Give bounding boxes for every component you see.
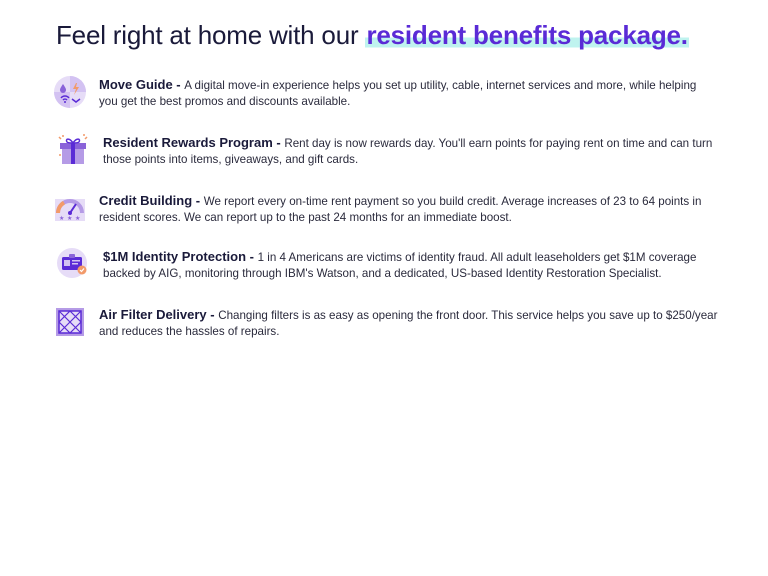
svg-text:★: ★ (67, 215, 73, 222)
svg-text:★: ★ (75, 215, 81, 222)
benefit-description: A digital move-in experience helps you set up utility, cable, internet services and more, while helping you get the best promos and discounts available. (99, 79, 697, 108)
headline-lead: Feel right at home with our (56, 20, 366, 50)
move-guide-icon (53, 75, 87, 109)
benefit-text (103, 249, 721, 281)
benefit-description: We report every on-time rent payment so you build credit. Average increases of 23 to 64 points in resident scores. We can report up to the past 24 months for an immediate boost. (99, 195, 702, 224)
benefit-title: Air Filter Delivery - (99, 307, 219, 322)
benefit-title: Move Guide - (99, 77, 185, 92)
benefit-text (99, 193, 718, 225)
benefit-title: Credit Building - (99, 193, 204, 208)
benefit-move-guide (53, 77, 718, 109)
benefit-air-filter-delivery (53, 307, 718, 339)
benefit-text (99, 307, 718, 339)
svg-text:★: ★ (59, 215, 65, 222)
credit-gauge-icon (53, 191, 87, 225)
page-headline (56, 20, 689, 51)
benefit-text (103, 135, 721, 167)
benefit-resident-rewards (56, 135, 721, 167)
benefit-text (99, 77, 718, 109)
gift-icon (56, 133, 90, 167)
identity-badge-icon (56, 247, 90, 281)
benefit-description: Rent day is now rewards day. You'll earn points for paying rent on time and can turn those points into items, giveaways, and gift cards. (103, 137, 713, 166)
headline-highlight: resident benefits package. (366, 20, 688, 50)
benefit-description: Changing filters is as easy as opening the front door. This service helps you save up to $250/year and reduces the hassles of repairs. (99, 309, 718, 338)
air-filter-icon (53, 305, 87, 339)
benefit-identity-protection (56, 249, 721, 281)
benefit-credit-building (53, 193, 718, 225)
benefit-title: Resident Rewards Program - (103, 135, 285, 150)
benefit-description: 1 in 4 Americans are victims of identity fraud. All adult leaseholders get $1M coverage backed by AIG, monitoring through IBM's Watson, and a dedicated, US-based Identity Restoration Specialist. (103, 251, 697, 280)
benefit-title: $1M Identity Protection - (103, 249, 258, 264)
